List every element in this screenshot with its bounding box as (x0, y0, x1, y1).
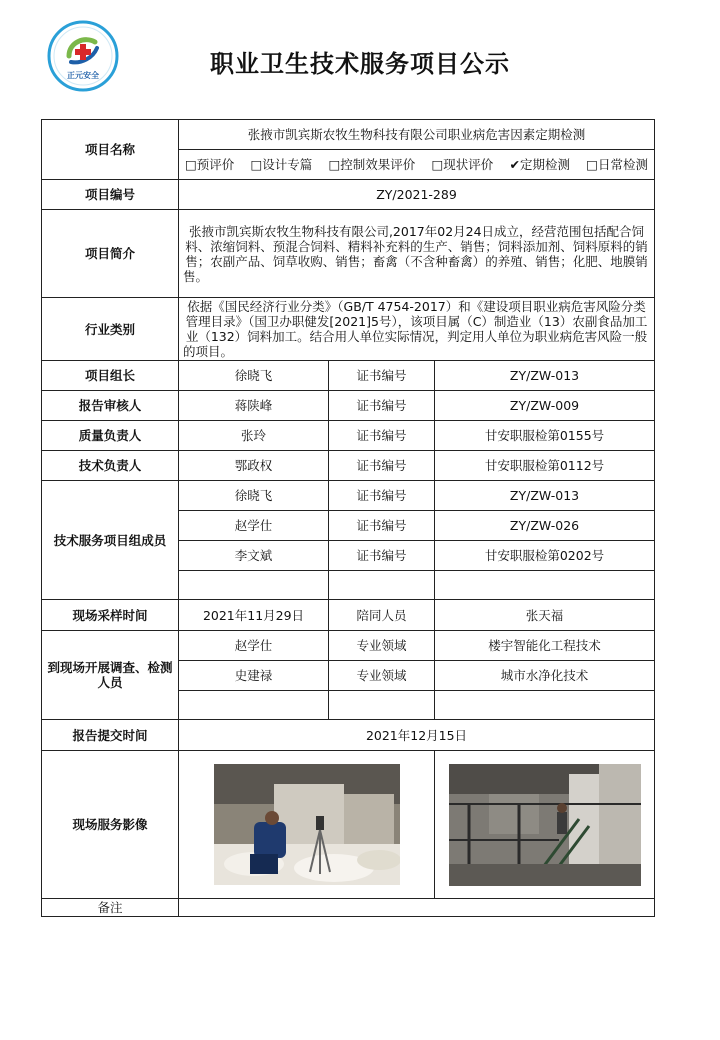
sampling-date: 2021年11月29日 (179, 600, 329, 631)
project-intro-label: 项目简介 (42, 210, 179, 298)
photos-label: 现场服务影像 (42, 751, 179, 899)
option-design-chapter: □设计专篇 (250, 157, 313, 172)
member-name: 赵学仕 (179, 511, 329, 541)
onsite-empty-cell (435, 691, 655, 720)
industry-value: 依据《国民经济行业分类》（GB/T 4754-2017）和《建设项目职业病危害风险分类管理目录》（国卫办职健发[2021]5号），该项目属（C）制造业（13）农副食品加工业（132）饲料加工。结合用人单位实际情况，判定用人单位为职业病危害风险一般的项目。 (179, 298, 655, 361)
project-no-value: ZY/2021-289 (179, 180, 655, 210)
site-photo-sampling (214, 764, 400, 885)
onsite-field: 城市水净化技术 (435, 661, 655, 691)
quality-label: 质量负责人 (42, 421, 179, 451)
option-pre-evaluation: □预评价 (185, 157, 235, 172)
companion-label: 陪同人员 (329, 600, 435, 631)
cert-label: 证书编号 (329, 511, 435, 541)
cert-label: 证书编号 (329, 541, 435, 571)
leader-cert: ZY/ZW-013 (435, 361, 655, 391)
site-photo-equipment (449, 764, 641, 886)
project-name-label: 项目名称 (42, 120, 179, 180)
member-empty-cell (329, 571, 435, 600)
onsite-empty-cell (179, 691, 329, 720)
option-status-evaluation: □现状评价 (431, 157, 494, 172)
member-cert: ZY/ZW-026 (435, 511, 655, 541)
option-periodic-detection: ✔定期检测 (509, 157, 570, 172)
option-daily-detection: □日常检测 (586, 157, 648, 172)
leader-name: 徐晓飞 (179, 361, 329, 391)
report-time-value: 2021年12月15日 (179, 720, 655, 751)
leader-label: 项目组长 (42, 361, 179, 391)
member-empty-cell (179, 571, 329, 600)
cert-label: 证书编号 (329, 421, 435, 451)
member-empty-cell (435, 571, 655, 600)
companion-name: 张天福 (435, 600, 655, 631)
cert-label: 证书编号 (329, 391, 435, 421)
field-label: 专业领域 (329, 661, 435, 691)
sampling-label: 现场采样时间 (42, 600, 179, 631)
reviewer-name: 蒋陕峰 (179, 391, 329, 421)
members-label: 技术服务项目组成员 (42, 481, 179, 600)
technical-name: 鄂政权 (179, 451, 329, 481)
member-cert: 甘安职服检第0202号 (435, 541, 655, 571)
page-title: 职业卫生技术服务项目公示 (210, 50, 510, 78)
member-cert: ZY/ZW-013 (435, 481, 655, 511)
photo-cell-left (179, 751, 435, 899)
cert-label: 证书编号 (329, 451, 435, 481)
technical-cert: 甘安职服检第0112号 (435, 451, 655, 481)
reviewer-cert: ZY/ZW-009 (435, 391, 655, 421)
onsite-empty-cell (329, 691, 435, 720)
remark-value (179, 899, 655, 917)
logo-text: 正元安全 (67, 71, 99, 80)
option-control-effect: □控制效果评价 (328, 157, 416, 172)
project-no-label: 项目编号 (42, 180, 179, 210)
quality-cert: 甘安职服检第0155号 (435, 421, 655, 451)
onsite-field: 楼宇智能化工程技术 (435, 631, 655, 661)
reviewer-label: 报告审核人 (42, 391, 179, 421)
project-intro-value: 张掖市凯宾斯农牧生物科技有限公司,2017年02月24日成立，经营范围包括配合饲料、浓缩饲料、预混合饲料、精料补充料的生产、销售；饲料添加剂、饲料原料的销售；农副产品、饲草收购、销售；畜禽（不含种畜禽）的养殖、销售；化肥、地膜销售。 (179, 210, 655, 298)
onsite-name: 赵学仕 (179, 631, 329, 661)
technical-label: 技术负责人 (42, 451, 179, 481)
report-time-label: 报告提交时间 (42, 720, 179, 751)
field-label: 专业领域 (329, 631, 435, 661)
quality-name: 张玲 (179, 421, 329, 451)
onsite-name: 史建禄 (179, 661, 329, 691)
service-type-options (179, 150, 655, 180)
industry-label: 行业类别 (42, 298, 179, 361)
project-table (41, 119, 655, 917)
member-name: 徐晓飞 (179, 481, 329, 511)
project-name-value: 张掖市凯宾斯农牧生物科技有限公司职业病危害因素定期检测 (179, 120, 655, 150)
onsite-label: 到现场开展调查、检测人员 (42, 631, 179, 720)
remark-label: 备注 (42, 899, 179, 917)
cert-label: 证书编号 (329, 481, 435, 511)
photo-cell-right (435, 751, 655, 899)
member-name: 李文斌 (179, 541, 329, 571)
cert-label: 证书编号 (329, 361, 435, 391)
